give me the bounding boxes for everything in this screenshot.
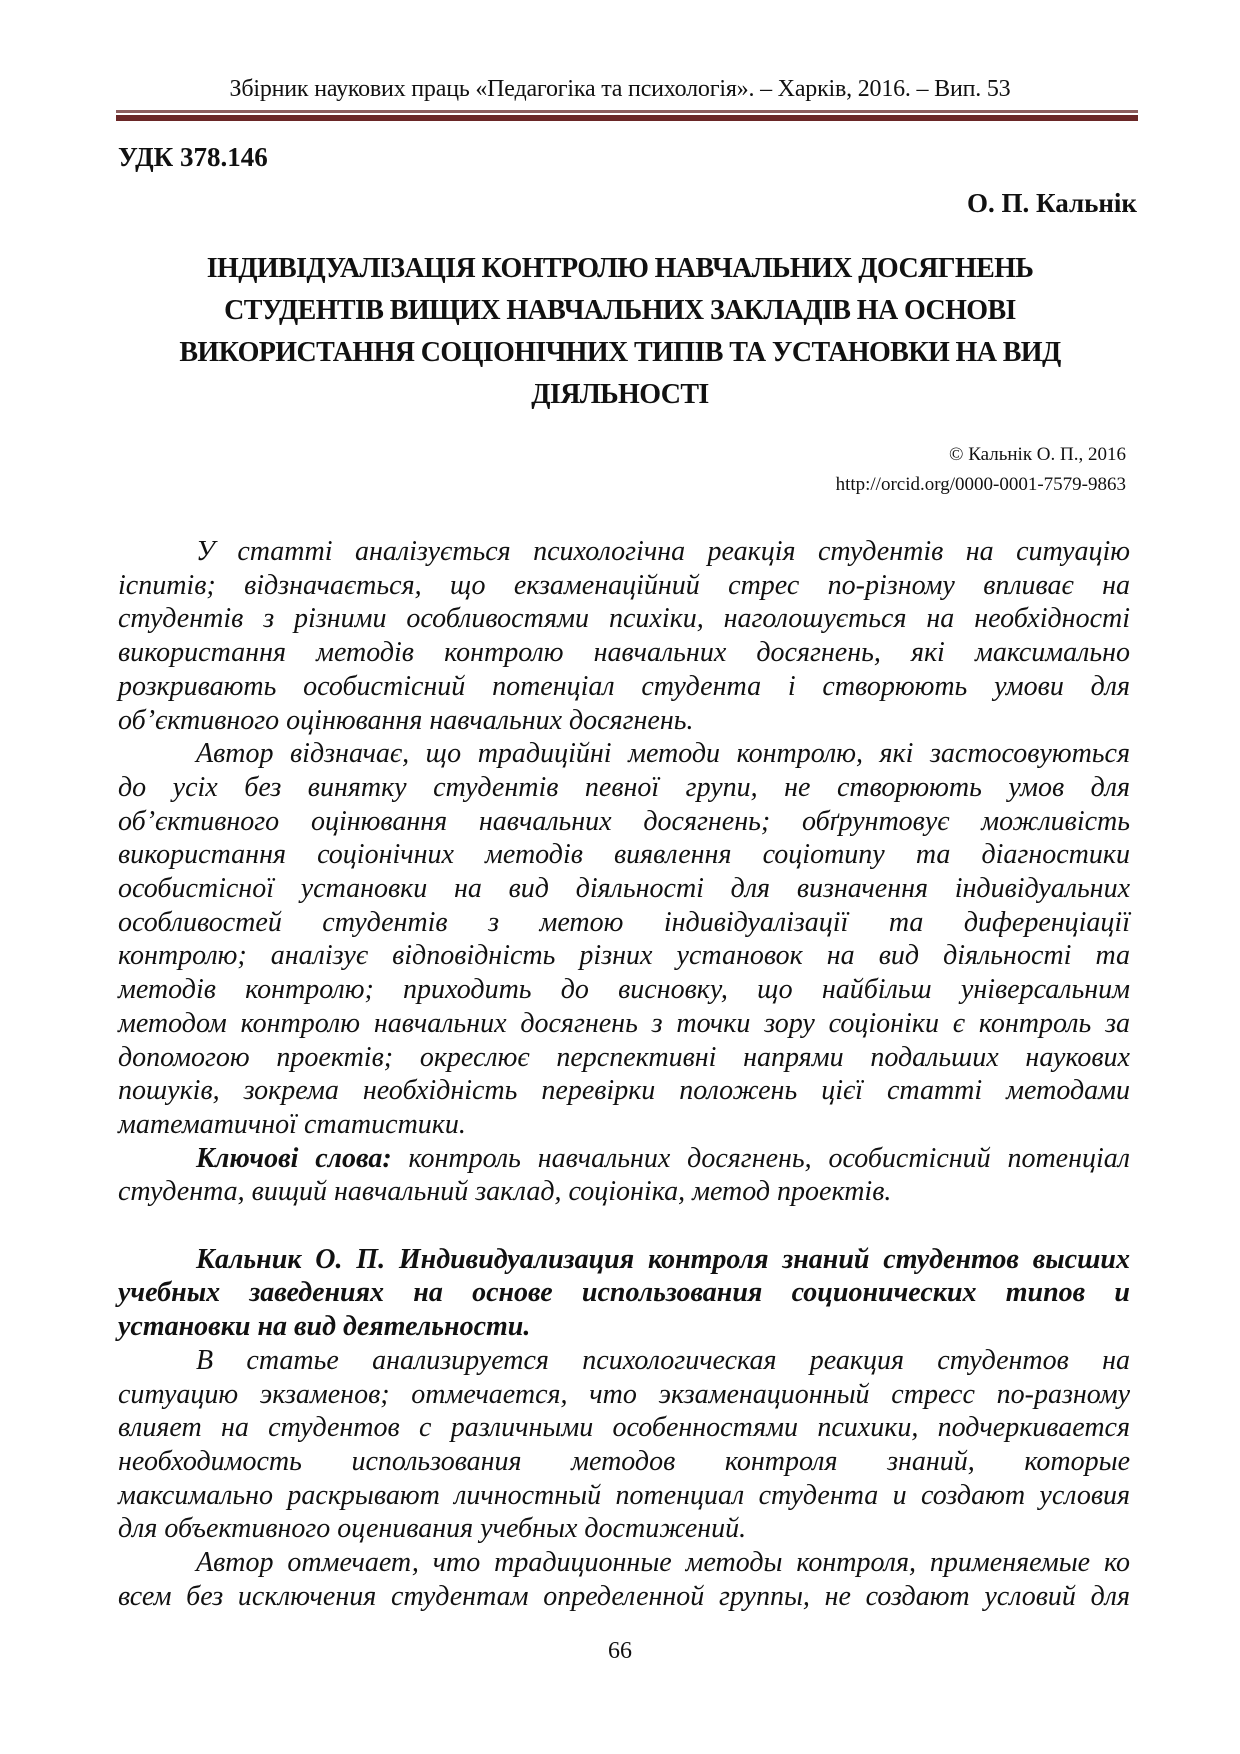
ru-title-line: Кальник О. П. Индивидуализация контроля знаний студентов высших: [196, 1243, 1130, 1275]
page-number: 66: [608, 1638, 632, 1664]
spacer: [118, 1209, 1130, 1243]
text-line: студентів з різними особливостями психіки, наголошується на необхідності: [118, 603, 1130, 635]
copyright-block: [836, 440, 1126, 500]
keywords-line: [118, 1142, 1130, 1176]
title-line: ДІЯЛЬНОСТІ: [531, 379, 709, 410]
ru-title-line: установки на вид деятельности.: [118, 1311, 531, 1343]
text-line: іспитів; відзначається, що екзаменаційний стрес по-різному впливає на: [118, 569, 1130, 601]
running-header: Збірник наукових праць «Педагогіка та психологія». – Харків, 2016. – Вип. 53: [229, 76, 1011, 102]
text-line: максимально раскрывают личностный потенциал студента и создают условия: [118, 1479, 1130, 1511]
text-line: пошуків, зокрема необхідність перевірки положень цієї статті методами: [118, 1075, 1130, 1107]
text-line: В статье анализируется психологическая реакция студентов на: [196, 1344, 1130, 1376]
abstract-uk: [118, 535, 1130, 1142]
article-title: [60, 248, 1180, 416]
text-line: використання методів контролю навчальних досягнень, які максимально: [118, 637, 1130, 669]
text-line: влияет на студентов с различными особенностями психики, подчеркивается: [118, 1412, 1130, 1444]
text-line: ситуацию экзаменов; отмечается, что экзаменационный стресс по-разному: [118, 1378, 1130, 1410]
text-line: У статті аналізується психологічна реакція студентів на ситуацію: [196, 536, 1130, 567]
text-line: розкривають особистісний потенціал студента і створюють умови для: [118, 670, 1130, 702]
text-line: допомогою проектів; окреслює перспективні напрями подальших наукових: [118, 1041, 1130, 1073]
author-name: О. П. Кальнік: [966, 188, 1137, 218]
udk-code: УДК 378.146: [118, 142, 268, 172]
abstract-ru: [118, 1344, 1130, 1614]
keywords-line: студента, вищий навчальний заклад, соціоніка, метод проектів.: [118, 1176, 892, 1208]
title-line: ІНДИВІДУАЛІЗАЦІЯ КОНТРОЛЮ НАВЧАЛЬНИХ ДОСЯГНЕНЬ: [206, 253, 1034, 284]
text-line: для объективного оценивания учебных достижений.: [118, 1513, 747, 1545]
title-line: СТУДЕНТІВ ВИЩИХ НАВЧАЛЬНИХ ЗАКЛАДІВ НА ОСНОВІ: [224, 295, 1016, 326]
text-line: математичної статистики.: [118, 1108, 466, 1140]
orcid-link[interactable]: http://orcid.org/0000-0001-7579-9863: [835, 474, 1126, 495]
text-line: об’єктивного оцінювання навчальних досягнень.: [118, 704, 694, 736]
keywords-text: контроль навчальних досягнень, особистісний потенціал: [408, 1142, 1130, 1174]
ru-title-line: учебных заведениях на основе использования соционических типов и: [118, 1277, 1130, 1309]
text-line: використання соціонічних методів виявлення соціотипу та діагностики: [118, 839, 1130, 871]
text-line: особистісної установки на вид діяльності для визначення індивідуальних: [118, 873, 1130, 905]
text-line: Автор отмечает, что традиционные методы контроля, применяемые ко: [196, 1547, 1130, 1579]
text-line: всем без исключения студентам определенной группы, не создают условий для: [118, 1580, 1130, 1612]
copyright-line: © Кальнік О. П., 2016: [949, 444, 1126, 465]
header-rule-thin: [116, 110, 1138, 113]
abstract-ru-title: [118, 1243, 1130, 1344]
text-line: контролю; аналізує відповідність різних установок на вид діяльності та: [118, 940, 1130, 972]
title-line: ВИКОРИСТАННЯ СОЦІОНІЧНИХ ТИПІВ ТА УСТАНОВКИ НА ВИД: [179, 337, 1061, 368]
text-line: до усіх без винятку студентів певної групи, не створюють умов для: [118, 771, 1130, 803]
keywords-label: Ключові слова:: [196, 1142, 392, 1174]
header-rule-thick: [116, 115, 1138, 121]
text-line: особливостей студентів з метою індивідуалізації та диференціації: [118, 906, 1130, 938]
text-line: методом контролю навчальних досягнень з точки зору соціоніки є контроль за: [118, 1007, 1130, 1039]
text-line: Автор відзначає, що традиційні методи контролю, які застосовуються: [196, 738, 1130, 770]
article-body: [118, 535, 1130, 1613]
text-line: необходимость использования методов контроля знаний, которые: [118, 1445, 1130, 1477]
text-line: методів контролю; приходить до висновку, що найбільш універсальним: [118, 974, 1130, 1006]
text-line: об’єктивного оцінювання навчальних досягнень; обґрунтовує можливість: [118, 805, 1130, 837]
